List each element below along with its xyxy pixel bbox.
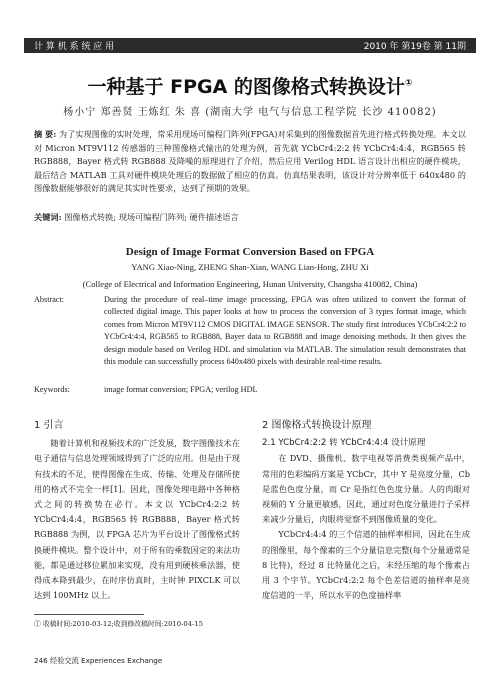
chinese-abstract-text: 为了实现图像的实时处理，常采用现场可编程门阵列(FPGA)对采集到的图像数据首先进行格式转换处理。本文以对 Micron MT9V112 传感器的三种图像格式输出的处理为例，首先就 YCbCr4:2:2 转 YCbCr4:4:4，RGB565 转 RGB888，Bayer 格式转 RGB888 及降噪的原理进行了介绍，然后应用 Verilog HDL 语言设计出相应的硬件模块，最后结合 MATLAB 工具对硬件模块处理后的数据做了相应的仿真。仿真结果表明，该设计对分辨率低于 640x480 的图像数据能够很好的满足其实时性要求，达到了预期的效果。 [34, 129, 466, 194]
section-1-body: 随着计算机和视频技术的广泛发展，数字图像技术在电子通信与信息处理领域得到了广泛的应用。但是由于现有技术的不足，使得图像在生成、传输、处理及存储所使用的格式不完全一样[1]。因此，图像处理电路中各种格式之间的转换势在必行。本文以 YCbCr4:2:2 转 YCbCr4:4:4，RGB565 转 RGB888，Bayer 格式转 RGB888 为例，以 FPGA 芯片为平台设计了图像格式转换硬件模块。整个设计中，对于所有的乘数因定的来法功能，都是通过移位累加来实现，没有用到硬核乘法器，使得成本降到最少，在时序仿真时，主时钟 PIXCLK 可以达到 100MHz 以上。 [34, 438, 240, 601]
journal-name: 计 算 机 系 统 应 用 [34, 42, 115, 52]
chinese-abstract-label: 摘 要: [34, 129, 57, 139]
footnote: ① 收稿时间:2010-03-12;收到修改稿时间:2010-04-15 [34, 620, 203, 628]
right-column [262, 418, 470, 603]
section-2-1-heading: 2.1 YCbCr4:2:2 转 YCbCr4:4:4 设计原理 [262, 438, 426, 449]
section-1-heading: 1 引言 [34, 420, 64, 431]
footnote-divider [34, 614, 144, 615]
journal-header-bar [24, 38, 476, 53]
chinese-keywords [34, 211, 466, 224]
title-footnote-mark: ① [404, 78, 413, 89]
english-authors: YANG Xiao-Ning, ZHENG Shan-Xian, WANG Lian-Hong, ZHU Xi [131, 262, 369, 272]
english-abstract [34, 294, 466, 368]
english-title: Design of Image Format Conversion Based on FPGA [125, 246, 375, 258]
chinese-keywords-text: 图像格式转换; 现场可编程门阵列; 硬件描述语言 [64, 212, 239, 222]
english-keywords [34, 385, 466, 394]
paper-title [0, 72, 500, 99]
section-2-paragraph-2: YCbCr4:4:4 的三个信道的抽样率相同，因此在生成的图像里，每个像素的三个分量信息完整(每个分量通常是 8 比特)，经过 8 比特量化之后，未经压缩的每个像素占用 3 个字节。YCbCr4:2:2 每个色差信道的抽样率是亮度信道的一半，所以水平的色度抽样率 [262, 529, 470, 601]
section-2-paragraph-1: 在 DVD、摄像机、数字电视等消费类视频产品中，常用的色彩编码方案是 YCbCr，其中 Y 是亮度分量，Cb 是蓝色色度分量，而 Cr 是指红色色度分量。人的肉眼对视频的 Y 分量更敏感，因此，通过对色度分量进行子采样来减少分量后，肉眼将觉察不到图像质量的变化。 [262, 453, 470, 525]
chinese-keywords-label: 关键词: [34, 212, 62, 222]
chinese-abstract [34, 128, 466, 196]
section-2-heading: 2 图像格式转换设计原理 [262, 420, 372, 431]
left-column [34, 418, 240, 603]
paper-title-text: 一种基于 FPGA 的图像格式转换设计 [87, 76, 405, 98]
english-keywords-label: Keywords: [34, 385, 70, 394]
english-keywords-text: image format conversion; FPGA; verilog HDL [104, 385, 258, 394]
english-abstract-label: Abstract: [34, 295, 65, 304]
author-line: 杨小宁 郑善贤 王炼红 朱 喜 (湖南大学 电气与信息工程学院 长沙 410082) [63, 107, 437, 118]
english-abstract-text: During the procedure of real–time image processing, FPGA was often utilized to convert the format of collected digital image. This paper looks at how to process the conversion of 3 types format image, which comes from Micron MT9V112 CMOS DIGITAL IMAGE SENSOR. The study first introduces YCbCr4:2:2 to YCbCr4:4:4, RGB565 to RGB888, Bayer data to RGB888 and image denoising methods. It then gives the design module based on Verilog HDL and simulation via MATLAB. The simulation result demonstrates that this module can successfully process 640x480 pixels with desirable real-time results. [104, 295, 466, 367]
page-footer: 246 经验交流 Experiences Exchange [34, 656, 163, 665]
english-affiliation: (College of Electrical and Information Engineering, Hunan University, Changsha 410082, China) [82, 279, 418, 289]
journal-issue: 2010 年 第19卷 第 11期 [363, 42, 466, 52]
